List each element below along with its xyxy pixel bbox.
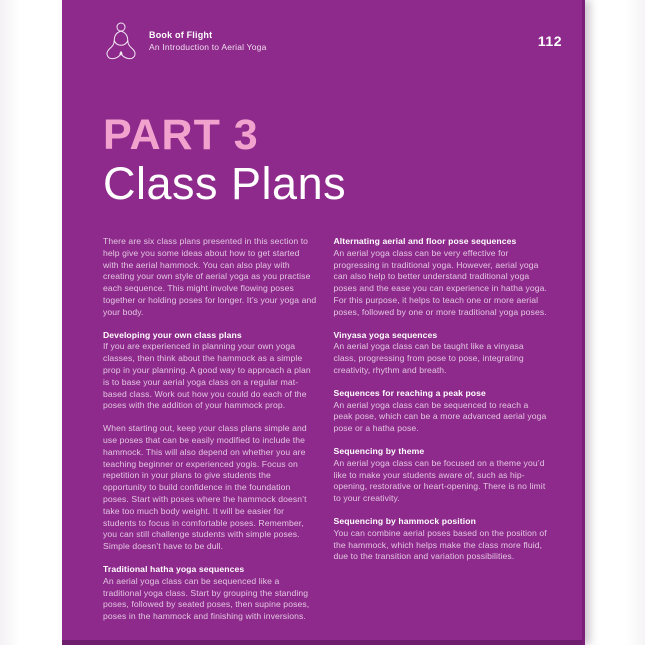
page-number: 112: [537, 33, 562, 49]
book-page: [62, 0, 585, 645]
page-header: [62, 0, 582, 62]
section-heading: Traditional hatha yoga sequences: [103, 563, 245, 574]
body-paragraph: There are six class plans presented in this section to help give you some ideas about how to get started with the aerial hammock. You can also play with creating your own style of aerial yoga as you practise each sequence. This might involve flowing poses together or holding poses for longer. It’s your yoga and your body.: [103, 236, 317, 317]
section-hammock-position: [334, 516, 548, 563]
body-paragraph: An aerial yoga class can be sequenced to reach a peak pose, which can be a more advanced aerial yoga pose or a hatha pose.: [333, 399, 547, 434]
right-column: [334, 236, 548, 634]
body-paragraph: You can combine aerial poses based on the position of the hammock, which helps make the class more fluid, due to the transition and variation possibilities.: [333, 527, 547, 562]
left-column: [103, 236, 317, 634]
book-title: Book of Flight: [149, 30, 213, 40]
intro-section: [103, 236, 317, 319]
body-paragraph: If you are experienced in planning your own yoga classes, then think about the hammock as a simple prop in your planning. A good way to approach a plan is to base your aerial yoga class on a regular mat-based class. Work out how you could do each of the poses with the addition of your hammock prop.: [103, 341, 311, 411]
section-heading: Sequencing by hammock position: [333, 515, 476, 526]
chapter-title: Class Plans: [103, 158, 347, 209]
section-traditional-hatha: [103, 564, 317, 623]
section-alternating-sequences: [334, 236, 548, 319]
section-sequencing-by-theme: [334, 446, 548, 505]
part-title: PART 3: [103, 111, 259, 159]
section-vinyasa-sequences: [334, 330, 548, 377]
section-heading: Alternating aerial and floor pose sequences: [333, 236, 517, 246]
body-paragraph: An aerial yoga class can be sequenced like a traditional yoga class. Start by grouping the standing poses, followed by seated poses, then supine poses, poses in the hammock and finishing with inversions.: [103, 575, 310, 622]
body-paragraph: An aerial yoga class can be focused on a theme you’d like to make your students aware of, such as hip-opening, restorative or heart-opening. There is no limit to your creativity.: [333, 457, 546, 504]
section-heading: Developing your own class plans: [103, 329, 242, 340]
body-paragraph: An aerial yoga class can be taught like a vinyasa class, progressing from pose to pose, integrating creativity, rhythm and breath.: [333, 341, 524, 375]
body-paragraph: When starting out, keep your class plans simple and use poses that can be easily modified to include the hammock. This will also depend on whether you are teaching beginner or experienced yogis. Focus on repetition in your plans to give students the opportunity to build confidence in the foundation poses. Start with poses where the hammock doesn’t take too much body weight. It will be easier for students to focus in comfortable poses. Remember, you can still challenge students with simple poses. Simple doesn’t have to be dull.: [103, 423, 307, 552]
section-heading: Sequencing by theme: [333, 445, 425, 456]
book-subtitle: An Introduction to Aerial Yoga: [149, 42, 267, 52]
chapter-title-block: [62, 62, 582, 210]
section-heading: Vinyasa yoga sequences: [333, 329, 438, 340]
book-meta: [149, 29, 267, 53]
section-developing-class-plans: [103, 330, 317, 413]
text-columns: [62, 210, 582, 634]
section-heading: Sequences for reaching a peak pose: [333, 387, 486, 398]
lotus-meditation-icon: [103, 20, 139, 62]
section-peak-pose: [334, 388, 548, 435]
body-paragraph: An aerial yoga class can be very effective for progressing in traditional yoga. However, aerial yoga can also help to better understand traditional yoga poses and the ease you can experience in hatha yoga. For this purpose, it helps to teach one or more aerial poses, followed by one or more traditional yoga poses.: [333, 247, 548, 317]
section-starting-out: [103, 423, 317, 553]
